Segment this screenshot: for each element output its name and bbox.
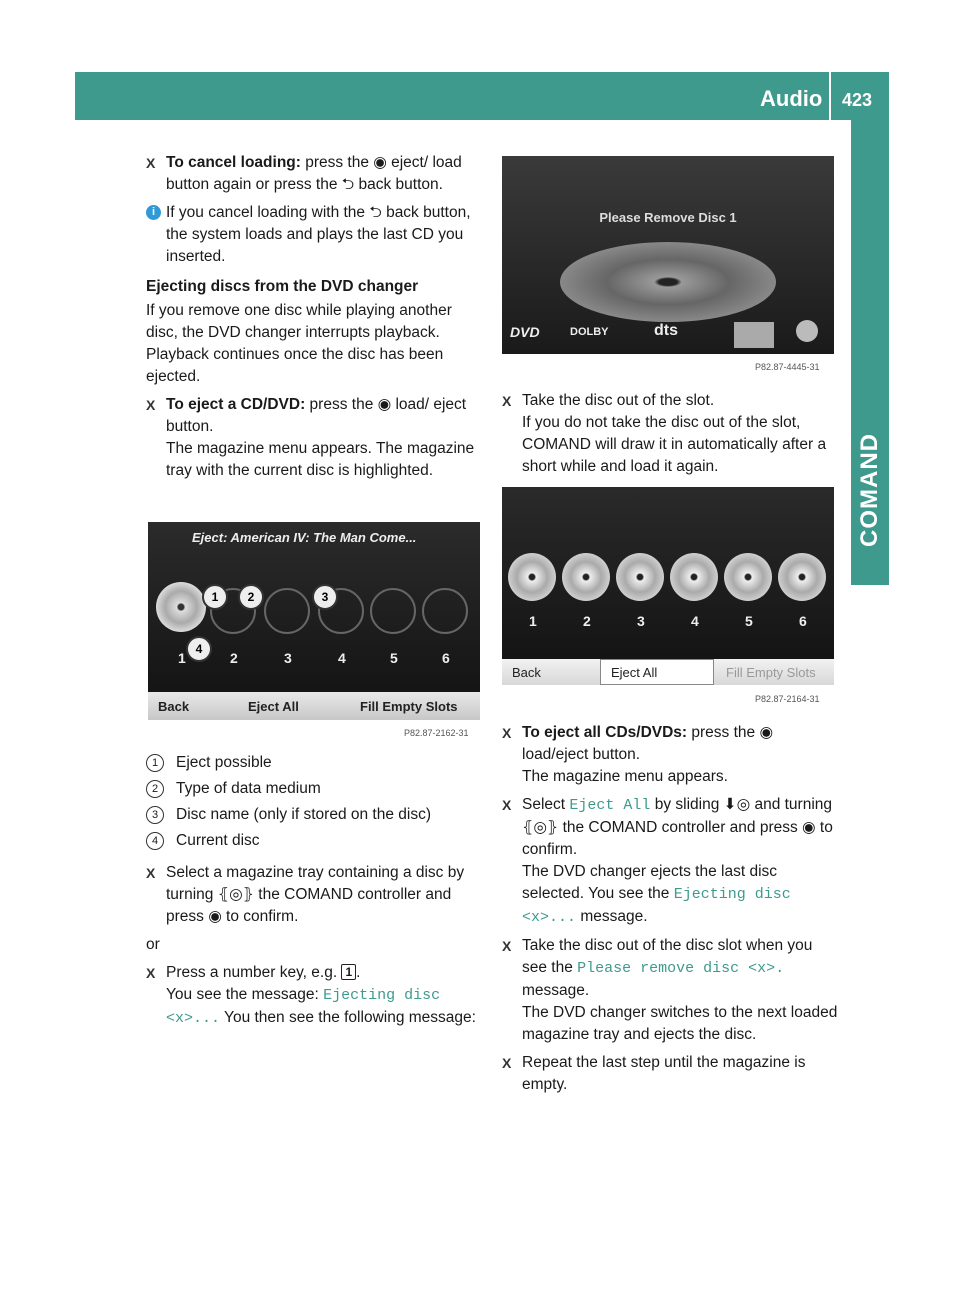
callout-3: 3 [312, 584, 338, 610]
remove-disc-message: Please Remove Disc 1 [599, 210, 737, 225]
repeat-step: X Repeat the last step until the magazine is empty. [502, 1052, 838, 1096]
tray-number: 1 [529, 613, 537, 629]
select-eject-all-step: X Select Eject All by sliding ⬇◎ and turning ⦃◎⦄ the COMAND controller and press ◉ to confirm. The DVD changer ejects the last disc selected. You see the Ejecting disc <x>... message. [502, 794, 838, 929]
eject-all-screen [502, 487, 834, 685]
disc-slot-2 [562, 553, 610, 601]
dvd-logo: DVD [510, 324, 540, 340]
tray-number: 3 [284, 650, 292, 666]
eject-all-button[interactable]: Eject All [600, 659, 714, 685]
dts-logo: dts [654, 322, 678, 339]
number-key-step: X Press a number key, e.g. 1 . You see the message: Ejecting disc <x>... You then see the following message: [146, 962, 486, 1030]
legend-item: 1 Eject possible [146, 752, 486, 774]
disc-image [560, 242, 776, 322]
tray-number: 4 [691, 613, 699, 629]
callout-1: 1 [202, 584, 228, 610]
figure-code: P82.87-2164-31 [755, 694, 820, 704]
left-column-lower [146, 752, 486, 1036]
cancel-loading-step: X To cancel loading: press the ◉ eject/ load button again or press the ⮌ back button. [146, 152, 486, 196]
tray-number: 5 [745, 613, 753, 629]
callout-4: 4 [186, 636, 212, 662]
disc-slot-6 [778, 553, 826, 601]
remove-disc-screen [502, 156, 834, 354]
magazine-title-line: Eject: American IV: The Man Come... [192, 530, 417, 545]
tray-number: 4 [338, 650, 346, 666]
magazine-menu-bar [148, 692, 480, 720]
disc-slot-4 [670, 553, 718, 601]
empty-slot [370, 588, 416, 634]
info-icon: i [146, 205, 161, 220]
header-title: Audio [760, 86, 823, 111]
or-text: or [146, 936, 160, 953]
tray-number: 3 [637, 613, 645, 629]
info-note: i If you cancel loading with the ⮌ back button, the system loads and plays the last CD you inserted. [146, 202, 486, 268]
eject-all-button[interactable]: Eject All [248, 698, 299, 714]
gracenote-logo-icon [796, 320, 818, 342]
right-column-upper [502, 390, 838, 484]
left-column [146, 152, 486, 488]
empty-slot [264, 588, 310, 634]
disc-slot-5 [724, 553, 772, 601]
header-divider [829, 72, 831, 120]
take-disc-step-2: X Take the disc out of the disc slot when you see the Please remove disc <x>. message. The DVD changer switches to the next loaded magazine tray and ejects the disc. [502, 935, 838, 1046]
take-disc-step: X Take the disc out of the slot. If you do not take the disc out of the slot, COMAND will draw it in automatically after a short while and load it again. [502, 390, 838, 478]
section-title: Ejecting discs from the DVD changer [146, 278, 419, 295]
back-button[interactable]: Back [512, 664, 541, 680]
tray-number: 5 [390, 650, 398, 666]
legend-item: 3 Disc name (only if stored on the disc) [146, 804, 486, 826]
side-tab-label: COMAND [856, 433, 883, 547]
back-button[interactable]: Back [158, 698, 190, 714]
tray-number: 2 [583, 613, 591, 629]
tray-number: 6 [442, 650, 450, 666]
eject-step: X To eject a CD/DVD: press the ◉ load/ eject button. The magazine menu appears. The magazine tray with the current disc is highlighted. [146, 394, 486, 482]
right-column-lower [502, 722, 838, 1102]
section-body: If you remove one disc while playing another disc, the DVD changer interrupts playback. Playback continues once the disc has been ejected. [146, 302, 452, 385]
current-disc [156, 582, 206, 632]
figure-code: P82.87-2162-31 [404, 728, 469, 738]
disc-slot-3 [616, 553, 664, 601]
legend-item: 4 Current disc [146, 830, 486, 852]
callout-2: 2 [238, 584, 264, 610]
select-tray-step: X Select a magazine tray containing a disc by turning ⦃◎⦄ the COMAND controller and press ◉ to confirm. [146, 862, 486, 928]
disc-slot-1 [508, 553, 556, 601]
page-number: 423 [842, 90, 873, 110]
tray-number: 1 [178, 650, 186, 666]
fill-empty-slots-button[interactable]: Fill Empty Slots [360, 698, 458, 714]
cd-logo-icon [734, 322, 774, 348]
figure-code: P82.87-4445-31 [755, 362, 820, 372]
legend-item: 2 Type of data medium [146, 778, 486, 800]
tray-number: 6 [799, 613, 807, 629]
fill-empty-slots-button[interactable]: Fill Empty Slots [726, 664, 816, 680]
empty-slot [422, 588, 468, 634]
eject-all-step: X To eject all CDs/DVDs: press the ◉ load/eject button. The magazine menu appears. [502, 722, 838, 788]
tray-number: 2 [230, 650, 238, 666]
dolby-logo: DOLBY [570, 326, 609, 338]
magazine-screen [148, 522, 480, 720]
number-key-icon: 1 [341, 964, 356, 980]
eject-all-menu-bar [502, 659, 834, 685]
